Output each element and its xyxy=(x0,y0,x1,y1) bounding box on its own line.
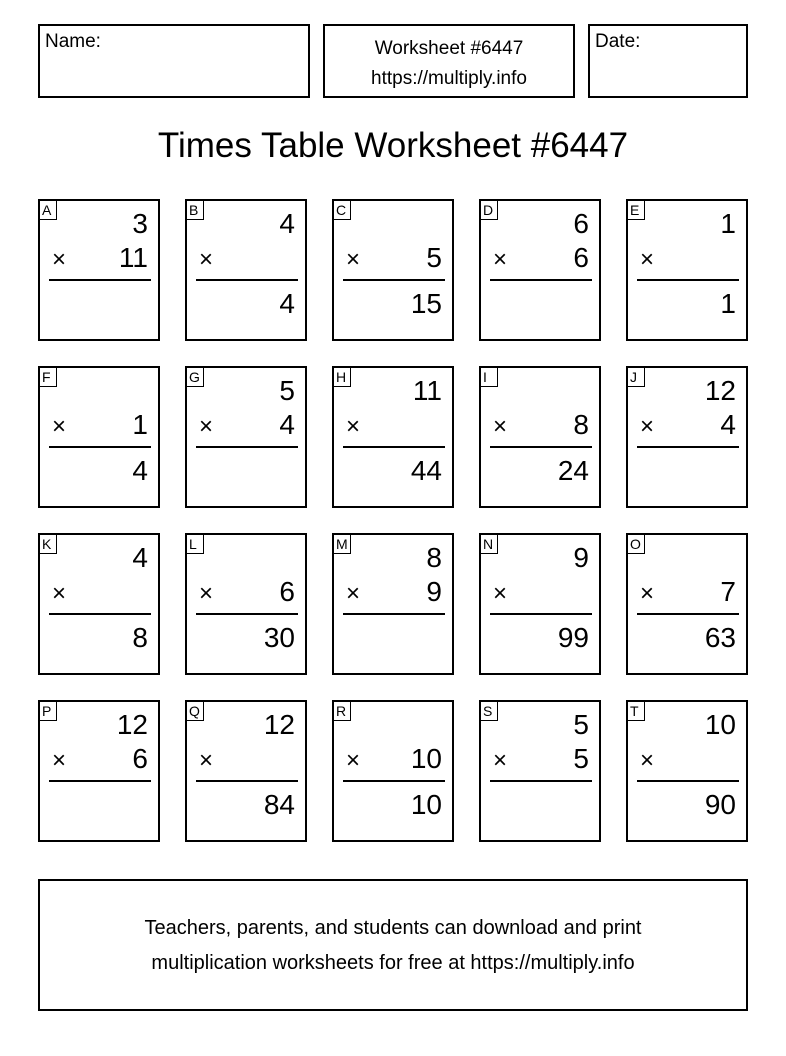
top-factor: 9 xyxy=(573,542,589,573)
top-factor: 12 xyxy=(116,709,148,740)
bottom-factor: 5 xyxy=(426,242,442,273)
problem-card-q xyxy=(185,700,307,842)
problem-card-c xyxy=(332,199,454,341)
problem-letter: O xyxy=(627,534,645,554)
bottom-factor: 6 xyxy=(132,743,148,774)
product: 15 xyxy=(410,288,442,319)
answer-line xyxy=(196,279,298,281)
bottom-factor: 7 xyxy=(720,576,736,607)
problem-letter: A xyxy=(39,200,57,220)
problem-card-d xyxy=(479,199,601,341)
problem-letter: D xyxy=(480,200,498,220)
problem-letter: K xyxy=(39,534,57,554)
name-label: Name: xyxy=(45,31,101,52)
top-factor: 1 xyxy=(720,208,736,239)
top-factor: 11 xyxy=(412,375,442,406)
answer-line xyxy=(637,446,739,448)
problem-card-b xyxy=(185,199,307,341)
top-factor: 6 xyxy=(573,208,589,239)
times-sign: × xyxy=(52,747,67,774)
answer-line xyxy=(343,613,445,615)
product: 4 xyxy=(279,288,295,319)
date-label: Date: xyxy=(595,31,641,52)
product: 63 xyxy=(704,622,736,653)
problem-card-i xyxy=(479,366,601,508)
problem-card-o xyxy=(626,533,748,675)
bottom-factor: 10 xyxy=(410,743,442,774)
problem-letter: N xyxy=(480,534,498,554)
problem-letter: S xyxy=(480,701,498,721)
date-box xyxy=(588,24,748,98)
answer-line xyxy=(490,780,592,782)
problem-letter: I xyxy=(480,367,498,387)
problem-letter: M xyxy=(333,534,351,554)
top-factor: 12 xyxy=(263,709,295,740)
page-title: Times Table Worksheet #6447 xyxy=(157,126,629,165)
times-sign: × xyxy=(640,413,655,440)
bottom-factor: 4 xyxy=(720,409,736,440)
problem-card-p xyxy=(38,700,160,842)
answer-line xyxy=(490,446,592,448)
times-sign: × xyxy=(52,413,67,440)
answer-line xyxy=(490,613,592,615)
problem-card-n xyxy=(479,533,601,675)
problem-card-s xyxy=(479,700,601,842)
problem-card-e xyxy=(626,199,748,341)
times-sign: × xyxy=(346,246,361,273)
top-factor: 4 xyxy=(279,208,295,239)
times-sign: × xyxy=(346,413,361,440)
bottom-factor: 4 xyxy=(279,409,295,440)
times-sign: × xyxy=(199,747,214,774)
bottom-factor: 5 xyxy=(573,743,589,774)
answer-line xyxy=(490,279,592,281)
problem-card-r xyxy=(332,700,454,842)
problem-letter: C xyxy=(333,200,351,220)
product: 8 xyxy=(132,622,148,653)
top-factor: 4 xyxy=(132,542,148,573)
top-factor: 8 xyxy=(426,542,442,573)
problem-card-a xyxy=(38,199,160,341)
product: 4 xyxy=(132,455,148,486)
problem-letter: P xyxy=(39,701,57,721)
times-sign: × xyxy=(493,413,508,440)
bottom-factor: 6 xyxy=(573,242,589,273)
problem-letter: B xyxy=(186,200,204,220)
top-factor: 5 xyxy=(573,709,589,740)
problem-card-m xyxy=(332,533,454,675)
times-sign: × xyxy=(346,580,361,607)
times-sign: × xyxy=(199,580,214,607)
product: 10 xyxy=(410,789,442,820)
top-factor: 10 xyxy=(704,709,736,740)
answer-line xyxy=(196,446,298,448)
product: 44 xyxy=(410,455,442,486)
worksheet-id-box xyxy=(323,24,575,98)
times-sign: × xyxy=(640,580,655,607)
problem-card-t xyxy=(626,700,748,842)
problem-letter: J xyxy=(627,367,645,387)
answer-line xyxy=(343,780,445,782)
times-sign: × xyxy=(199,246,214,273)
answer-line xyxy=(49,613,151,615)
bottom-factor: 1 xyxy=(132,409,148,440)
answer-line xyxy=(637,279,739,281)
problem-letter: L xyxy=(186,534,204,554)
times-sign: × xyxy=(640,747,655,774)
answer-line xyxy=(343,446,445,448)
bottom-factor: 8 xyxy=(573,409,589,440)
problem-card-f xyxy=(38,366,160,508)
product: 30 xyxy=(263,622,295,653)
problem-letter: T xyxy=(627,701,645,721)
problem-letter: G xyxy=(186,367,204,387)
times-sign: × xyxy=(493,580,508,607)
answer-line xyxy=(49,780,151,782)
times-sign: × xyxy=(52,246,67,273)
top-factor: 5 xyxy=(279,375,295,406)
product: 1 xyxy=(720,288,736,319)
times-sign: × xyxy=(52,580,67,607)
problem-letter: E xyxy=(627,200,645,220)
product: 99 xyxy=(557,622,589,653)
times-sign: × xyxy=(493,246,508,273)
problem-letter: H xyxy=(333,367,351,387)
answer-line xyxy=(196,613,298,615)
answer-line xyxy=(343,279,445,281)
problem-letter: F xyxy=(39,367,57,387)
name-box xyxy=(38,24,310,98)
product: 24 xyxy=(557,455,589,486)
answer-line xyxy=(49,446,151,448)
answer-line xyxy=(637,613,739,615)
times-sign: × xyxy=(346,747,361,774)
worksheet-url: https://multiply.info xyxy=(371,68,527,89)
answer-line xyxy=(196,780,298,782)
answer-line xyxy=(49,279,151,281)
times-sign: × xyxy=(199,413,214,440)
problem-card-k xyxy=(38,533,160,675)
footer-line-2: multiplication worksheets for free at https://multiply.info xyxy=(151,952,635,974)
bottom-factor: 9 xyxy=(426,576,442,607)
problem-card-l xyxy=(185,533,307,675)
problem-card-h xyxy=(332,366,454,508)
product: 90 xyxy=(704,789,736,820)
problem-card-j xyxy=(626,366,748,508)
footer-line-1: Teachers, parents, and students can download and print xyxy=(144,917,642,939)
problem-letter: Q xyxy=(186,701,204,721)
problem-letter: R xyxy=(333,701,351,721)
product: 84 xyxy=(263,789,295,820)
bottom-factor: 6 xyxy=(279,576,295,607)
top-factor: 12 xyxy=(704,375,736,406)
worksheet-number: Worksheet #6447 xyxy=(374,38,524,59)
bottom-factor: 11 xyxy=(118,242,148,273)
times-sign: × xyxy=(640,246,655,273)
footer-box xyxy=(38,879,748,1011)
top-factor: 3 xyxy=(132,208,148,239)
answer-line xyxy=(637,780,739,782)
times-sign: × xyxy=(493,747,508,774)
problem-card-g xyxy=(185,366,307,508)
